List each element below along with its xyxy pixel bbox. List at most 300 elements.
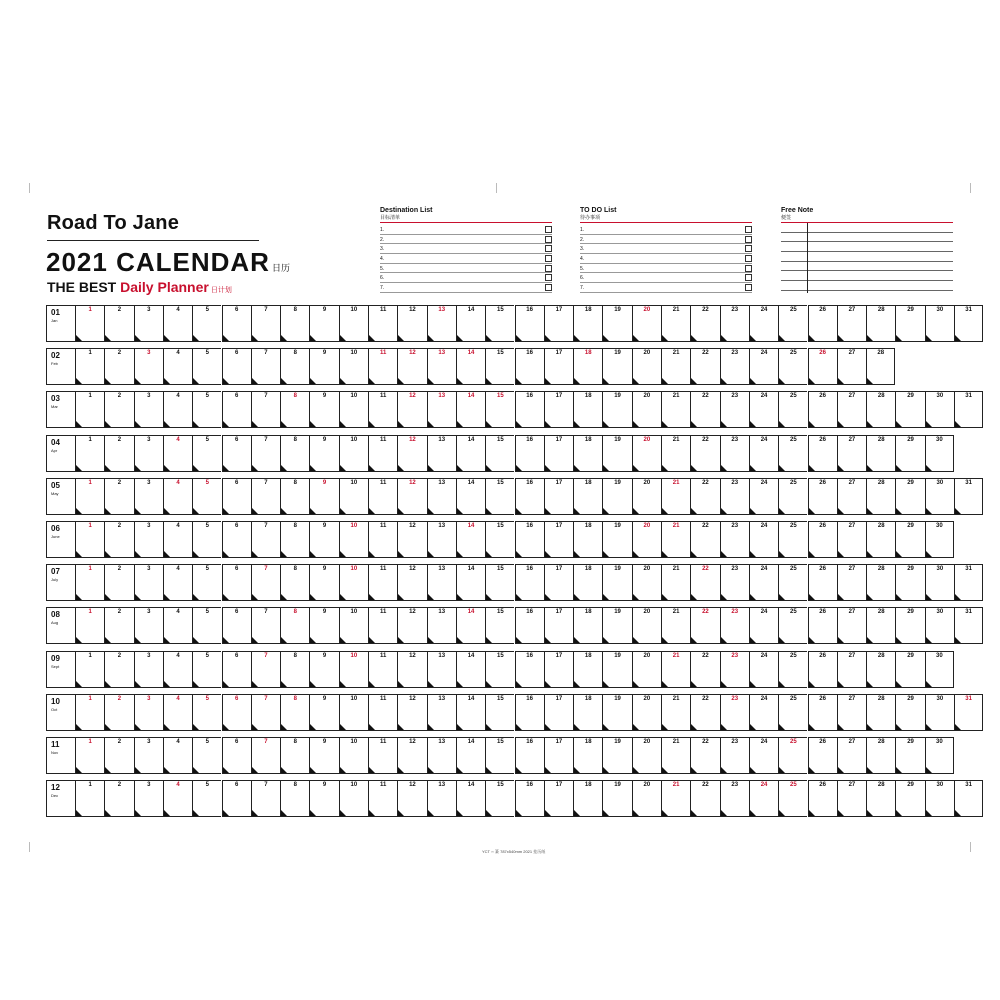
day-cell[interactable] (104, 521, 133, 558)
day-cell[interactable] (397, 607, 426, 644)
day-cell[interactable] (339, 305, 368, 342)
day-cell[interactable] (749, 435, 778, 472)
day-cell[interactable] (134, 564, 163, 601)
day-cell[interactable] (866, 348, 895, 385)
day-cell[interactable] (339, 435, 368, 472)
day-cell[interactable] (456, 780, 485, 817)
day-cell[interactable] (251, 521, 280, 558)
day-cell[interactable] (251, 348, 280, 385)
day-cell[interactable] (104, 564, 133, 601)
day-cell[interactable] (368, 651, 397, 688)
day-cell[interactable] (925, 780, 954, 817)
day-cell[interactable] (749, 607, 778, 644)
day-cell[interactable] (632, 305, 661, 342)
day-cell[interactable] (134, 607, 163, 644)
day-cell[interactable] (661, 478, 690, 515)
day-cell[interactable] (954, 478, 983, 515)
day-cell[interactable] (866, 521, 895, 558)
day-cell[interactable] (573, 478, 602, 515)
day-cell[interactable] (866, 478, 895, 515)
day-cell[interactable] (280, 305, 309, 342)
day-cell[interactable] (222, 348, 251, 385)
day-cell[interactable] (104, 435, 133, 472)
day-cell[interactable] (309, 737, 338, 774)
day-cell[interactable] (544, 780, 573, 817)
day-cell[interactable] (778, 391, 807, 428)
day-cell[interactable] (866, 737, 895, 774)
day-cell[interactable] (778, 521, 807, 558)
list-item[interactable] (580, 283, 752, 293)
day-cell[interactable] (515, 651, 544, 688)
day-cell[interactable] (397, 780, 426, 817)
list-item[interactable] (380, 244, 552, 254)
day-cell[interactable] (837, 435, 866, 472)
day-cell[interactable] (808, 607, 837, 644)
day-cell[interactable] (778, 305, 807, 342)
day-cell[interactable] (309, 694, 338, 731)
day-cell[interactable] (690, 478, 719, 515)
day-cell[interactable] (954, 694, 983, 731)
list-item[interactable] (580, 235, 752, 245)
day-cell[interactable] (573, 391, 602, 428)
day-cell[interactable] (280, 435, 309, 472)
day-cell[interactable] (485, 305, 514, 342)
day-cell[interactable] (602, 521, 631, 558)
day-cell[interactable] (485, 435, 514, 472)
day-cell[interactable] (251, 694, 280, 731)
day-cell[interactable] (251, 607, 280, 644)
day-cell[interactable] (134, 521, 163, 558)
day-cell[interactable] (485, 780, 514, 817)
day-cell[interactable] (222, 607, 251, 644)
day-cell[interactable] (456, 651, 485, 688)
day-cell[interactable] (427, 564, 456, 601)
day-cell[interactable] (104, 694, 133, 731)
day-cell[interactable] (925, 391, 954, 428)
day-cell[interactable] (573, 694, 602, 731)
day-cell[interactable] (134, 305, 163, 342)
day-cell[interactable] (749, 391, 778, 428)
list-item[interactable] (380, 283, 552, 293)
day-cell[interactable] (75, 651, 104, 688)
day-cell[interactable] (954, 305, 983, 342)
day-cell[interactable] (544, 651, 573, 688)
day-cell[interactable] (602, 607, 631, 644)
day-cell[interactable] (661, 391, 690, 428)
day-cell[interactable] (866, 305, 895, 342)
day-cell[interactable] (104, 651, 133, 688)
day-cell[interactable] (456, 435, 485, 472)
list-item[interactable] (580, 244, 752, 254)
day-cell[interactable] (632, 780, 661, 817)
day-cell[interactable] (602, 694, 631, 731)
day-cell[interactable] (720, 521, 749, 558)
day-cell[interactable] (251, 780, 280, 817)
day-cell[interactable] (309, 348, 338, 385)
day-cell[interactable] (134, 478, 163, 515)
day-cell[interactable] (515, 521, 544, 558)
day-cell[interactable] (749, 737, 778, 774)
day-cell[interactable] (456, 737, 485, 774)
day-cell[interactable] (808, 651, 837, 688)
day-cell[interactable] (339, 391, 368, 428)
day-cell[interactable] (895, 391, 924, 428)
day-cell[interactable] (866, 780, 895, 817)
day-cell[interactable] (104, 348, 133, 385)
day-cell[interactable] (837, 564, 866, 601)
day-cell[interactable] (544, 564, 573, 601)
day-cell[interactable] (251, 651, 280, 688)
day-cell[interactable] (749, 694, 778, 731)
checkbox[interactable] (545, 255, 552, 262)
day-cell[interactable] (690, 651, 719, 688)
day-cell[interactable] (661, 694, 690, 731)
list-item[interactable] (580, 254, 752, 264)
day-cell[interactable] (309, 521, 338, 558)
day-cell[interactable] (632, 737, 661, 774)
day-cell[interactable] (632, 348, 661, 385)
day-cell[interactable] (661, 780, 690, 817)
day-cell[interactable] (75, 348, 104, 385)
day-cell[interactable] (602, 564, 631, 601)
day-cell[interactable] (397, 305, 426, 342)
list-item[interactable] (380, 235, 552, 245)
day-cell[interactable] (485, 478, 514, 515)
day-cell[interactable] (690, 348, 719, 385)
checkbox[interactable] (545, 226, 552, 233)
day-cell[interactable] (602, 305, 631, 342)
day-cell[interactable] (427, 651, 456, 688)
day-cell[interactable] (397, 737, 426, 774)
day-cell[interactable] (544, 478, 573, 515)
day-cell[interactable] (280, 564, 309, 601)
day-cell[interactable] (720, 435, 749, 472)
day-cell[interactable] (778, 737, 807, 774)
day-cell[interactable] (251, 737, 280, 774)
day-cell[interactable] (456, 564, 485, 601)
day-cell[interactable] (690, 607, 719, 644)
day-cell[interactable] (602, 435, 631, 472)
day-cell[interactable] (895, 780, 924, 817)
day-cell[interactable] (808, 435, 837, 472)
day-cell[interactable] (808, 737, 837, 774)
day-cell[interactable] (427, 435, 456, 472)
day-cell[interactable] (573, 305, 602, 342)
day-cell[interactable] (661, 564, 690, 601)
day-cell[interactable] (895, 651, 924, 688)
day-cell[interactable] (778, 780, 807, 817)
day-cell[interactable] (925, 305, 954, 342)
day-cell[interactable] (925, 694, 954, 731)
day-cell[interactable] (895, 564, 924, 601)
day-cell[interactable] (485, 521, 514, 558)
day-cell[interactable] (339, 564, 368, 601)
checkbox[interactable] (745, 245, 752, 252)
day-cell[interactable] (222, 435, 251, 472)
day-cell[interactable] (925, 435, 954, 472)
checkbox[interactable] (545, 236, 552, 243)
day-cell[interactable] (866, 694, 895, 731)
day-cell[interactable] (895, 435, 924, 472)
day-cell[interactable] (778, 348, 807, 385)
day-cell[interactable] (632, 391, 661, 428)
day-cell[interactable] (163, 305, 192, 342)
day-cell[interactable] (339, 780, 368, 817)
list-item[interactable] (580, 273, 752, 283)
day-cell[interactable] (485, 651, 514, 688)
day-cell[interactable] (163, 391, 192, 428)
day-cell[interactable] (720, 737, 749, 774)
day-cell[interactable] (309, 435, 338, 472)
day-cell[interactable] (515, 391, 544, 428)
day-cell[interactable] (397, 651, 426, 688)
day-cell[interactable] (251, 478, 280, 515)
day-cell[interactable] (632, 521, 661, 558)
day-cell[interactable] (339, 737, 368, 774)
day-cell[interactable] (339, 607, 368, 644)
day-cell[interactable] (397, 564, 426, 601)
day-cell[interactable] (163, 435, 192, 472)
day-cell[interactable] (515, 564, 544, 601)
day-cell[interactable] (895, 737, 924, 774)
day-cell[interactable] (339, 694, 368, 731)
day-cell[interactable] (632, 607, 661, 644)
day-cell[interactable] (427, 305, 456, 342)
day-cell[interactable] (573, 564, 602, 601)
day-cell[interactable] (895, 521, 924, 558)
day-cell[interactable] (544, 521, 573, 558)
day-cell[interactable] (192, 651, 221, 688)
day-cell[interactable] (222, 305, 251, 342)
day-cell[interactable] (427, 478, 456, 515)
checkbox[interactable] (745, 265, 752, 272)
day-cell[interactable] (544, 694, 573, 731)
day-cell[interactable] (602, 737, 631, 774)
day-cell[interactable] (895, 694, 924, 731)
day-cell[interactable] (544, 435, 573, 472)
day-cell[interactable] (163, 521, 192, 558)
day-cell[interactable] (134, 694, 163, 731)
checkbox[interactable] (745, 255, 752, 262)
day-cell[interactable] (720, 780, 749, 817)
day-cell[interactable] (690, 780, 719, 817)
day-cell[interactable] (573, 607, 602, 644)
day-cell[interactable] (573, 348, 602, 385)
list-item[interactable] (580, 225, 752, 235)
day-cell[interactable] (368, 521, 397, 558)
day-cell[interactable] (134, 780, 163, 817)
day-cell[interactable] (661, 305, 690, 342)
day-cell[interactable] (134, 651, 163, 688)
day-cell[interactable] (749, 564, 778, 601)
day-cell[interactable] (280, 391, 309, 428)
day-cell[interactable] (104, 780, 133, 817)
day-cell[interactable] (397, 521, 426, 558)
day-cell[interactable] (778, 694, 807, 731)
day-cell[interactable] (544, 348, 573, 385)
day-cell[interactable] (339, 478, 368, 515)
day-cell[interactable] (368, 564, 397, 601)
day-cell[interactable] (544, 391, 573, 428)
day-cell[interactable] (339, 348, 368, 385)
day-cell[interactable] (427, 607, 456, 644)
day-cell[interactable] (75, 607, 104, 644)
day-cell[interactable] (75, 737, 104, 774)
day-cell[interactable] (222, 780, 251, 817)
day-cell[interactable] (397, 435, 426, 472)
day-cell[interactable] (515, 607, 544, 644)
day-cell[interactable] (368, 478, 397, 515)
day-cell[interactable] (925, 651, 954, 688)
day-cell[interactable] (808, 391, 837, 428)
day-cell[interactable] (163, 780, 192, 817)
day-cell[interactable] (602, 651, 631, 688)
day-cell[interactable] (368, 305, 397, 342)
day-cell[interactable] (749, 651, 778, 688)
day-cell[interactable] (808, 780, 837, 817)
day-cell[interactable] (280, 651, 309, 688)
day-cell[interactable] (690, 737, 719, 774)
day-cell[interactable] (75, 435, 104, 472)
day-cell[interactable] (134, 435, 163, 472)
day-cell[interactable] (632, 651, 661, 688)
day-cell[interactable] (837, 780, 866, 817)
day-cell[interactable] (895, 478, 924, 515)
day-cell[interactable] (368, 391, 397, 428)
day-cell[interactable] (690, 521, 719, 558)
day-cell[interactable] (866, 564, 895, 601)
day-cell[interactable] (515, 737, 544, 774)
day-cell[interactable] (456, 391, 485, 428)
day-cell[interactable] (808, 478, 837, 515)
day-cell[interactable] (104, 305, 133, 342)
day-cell[interactable] (163, 478, 192, 515)
day-cell[interactable] (309, 607, 338, 644)
checkbox[interactable] (545, 265, 552, 272)
day-cell[interactable] (251, 305, 280, 342)
day-cell[interactable] (485, 607, 514, 644)
day-cell[interactable] (75, 564, 104, 601)
checkbox[interactable] (545, 284, 552, 291)
day-cell[interactable] (602, 478, 631, 515)
day-cell[interactable] (456, 348, 485, 385)
day-cell[interactable] (427, 780, 456, 817)
day-cell[interactable] (837, 694, 866, 731)
day-cell[interactable] (192, 607, 221, 644)
day-cell[interactable] (690, 391, 719, 428)
day-cell[interactable] (954, 607, 983, 644)
day-cell[interactable] (515, 435, 544, 472)
day-cell[interactable] (778, 435, 807, 472)
day-cell[interactable] (837, 348, 866, 385)
day-cell[interactable] (456, 694, 485, 731)
day-cell[interactable] (456, 521, 485, 558)
day-cell[interactable] (573, 737, 602, 774)
free-note-grid[interactable] (781, 223, 953, 293)
day-cell[interactable] (456, 305, 485, 342)
day-cell[interactable] (749, 521, 778, 558)
day-cell[interactable] (280, 478, 309, 515)
day-cell[interactable] (192, 391, 221, 428)
day-cell[interactable] (309, 780, 338, 817)
day-cell[interactable] (485, 694, 514, 731)
day-cell[interactable] (895, 305, 924, 342)
day-cell[interactable] (602, 780, 631, 817)
day-cell[interactable] (515, 694, 544, 731)
day-cell[interactable] (808, 305, 837, 342)
day-cell[interactable] (661, 521, 690, 558)
checkbox[interactable] (745, 226, 752, 233)
day-cell[interactable] (397, 694, 426, 731)
day-cell[interactable] (485, 737, 514, 774)
day-cell[interactable] (368, 348, 397, 385)
day-cell[interactable] (954, 564, 983, 601)
day-cell[interactable] (485, 564, 514, 601)
day-cell[interactable] (427, 348, 456, 385)
day-cell[interactable] (954, 780, 983, 817)
day-cell[interactable] (895, 607, 924, 644)
day-cell[interactable] (309, 478, 338, 515)
day-cell[interactable] (456, 478, 485, 515)
day-cell[interactable] (690, 694, 719, 731)
day-cell[interactable] (368, 607, 397, 644)
list-item[interactable] (380, 225, 552, 235)
day-cell[interactable] (573, 435, 602, 472)
day-cell[interactable] (456, 607, 485, 644)
day-cell[interactable] (485, 391, 514, 428)
day-cell[interactable] (134, 391, 163, 428)
list-item[interactable] (380, 264, 552, 274)
day-cell[interactable] (866, 651, 895, 688)
day-cell[interactable] (925, 521, 954, 558)
day-cell[interactable] (602, 391, 631, 428)
day-cell[interactable] (808, 694, 837, 731)
day-cell[interactable] (104, 391, 133, 428)
day-cell[interactable] (397, 478, 426, 515)
day-cell[interactable] (778, 651, 807, 688)
day-cell[interactable] (720, 607, 749, 644)
list-item[interactable] (380, 254, 552, 264)
day-cell[interactable] (427, 391, 456, 428)
day-cell[interactable] (661, 737, 690, 774)
day-cell[interactable] (837, 737, 866, 774)
day-cell[interactable] (280, 780, 309, 817)
day-cell[interactable] (163, 607, 192, 644)
day-cell[interactable] (192, 305, 221, 342)
day-cell[interactable] (368, 694, 397, 731)
day-cell[interactable] (192, 521, 221, 558)
day-cell[interactable] (661, 435, 690, 472)
day-cell[interactable] (720, 564, 749, 601)
day-cell[interactable] (309, 564, 338, 601)
day-cell[interactable] (515, 780, 544, 817)
day-cell[interactable] (104, 478, 133, 515)
day-cell[interactable] (749, 478, 778, 515)
day-cell[interactable] (544, 305, 573, 342)
day-cell[interactable] (573, 651, 602, 688)
day-cell[interactable] (75, 478, 104, 515)
day-cell[interactable] (954, 391, 983, 428)
day-cell[interactable] (720, 305, 749, 342)
list-item[interactable] (380, 273, 552, 283)
day-cell[interactable] (251, 435, 280, 472)
day-cell[interactable] (837, 521, 866, 558)
day-cell[interactable] (280, 737, 309, 774)
day-cell[interactable] (632, 694, 661, 731)
day-cell[interactable] (573, 521, 602, 558)
day-cell[interactable] (192, 737, 221, 774)
day-cell[interactable] (720, 478, 749, 515)
